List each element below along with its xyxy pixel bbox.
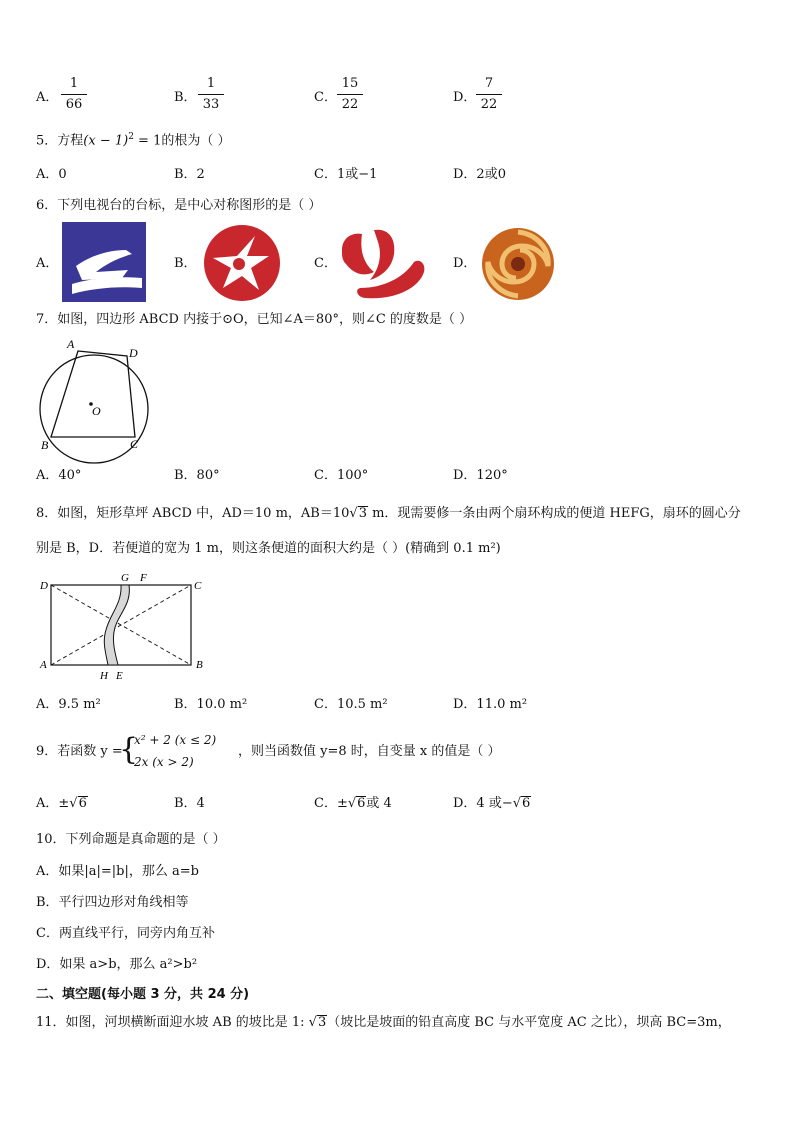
q6-option-a: A． xyxy=(36,256,59,271)
label-b: B xyxy=(196,659,203,671)
q10-stem: 10．下列命题是真命题的是（ ） xyxy=(36,832,226,847)
option-prefix: C．± xyxy=(314,796,348,811)
q8-option-a: A．9.5 m² xyxy=(36,697,101,712)
q8-rectangle-figure xyxy=(36,572,211,682)
q11-radicand: 3 xyxy=(317,1015,327,1030)
q8-line1-b: m．现需要修一条由两个扇环构成的便道 HEFG，扇环的圆心分 xyxy=(367,506,741,521)
sqrt-sign: √ xyxy=(512,796,522,811)
q7-stem: 7．如图，四边形 ABCD 内接于⊙O，已知∠A＝80°，则∠C 的度数是（ ） xyxy=(36,312,473,327)
label-c: C xyxy=(194,580,202,592)
q5-stem xyxy=(36,128,230,150)
q10-option-a: A．如果|a|=|b|，那么 a=b xyxy=(36,864,199,879)
fraction-denominator: 22 xyxy=(341,97,359,112)
q6-option-c: C． xyxy=(314,256,337,271)
q7-circle-figure xyxy=(36,336,156,456)
sqrt-sign: √ xyxy=(349,506,358,521)
q5-prefix: 5．方程 xyxy=(36,133,84,149)
q8-option-c: C．10.5 m² xyxy=(314,697,388,712)
q9-option-d xyxy=(453,795,531,813)
q9-suffix: ，则当函数值 y=8 时，自变量 x 的值是（ ） xyxy=(238,744,501,759)
fraction-numerator: 1 xyxy=(206,76,216,91)
label-f: F xyxy=(140,572,147,584)
q4-option-b-fraction xyxy=(198,76,224,113)
q7-option-d: D．120° xyxy=(453,468,508,483)
label-g: G xyxy=(121,572,129,584)
q6-option-b: B． xyxy=(174,256,197,271)
q10-option-d: D．如果 a>b，那么 a²>b² xyxy=(36,957,198,972)
fraction-numerator: 15 xyxy=(341,76,359,91)
logo-d-image xyxy=(480,226,556,302)
label-h: H xyxy=(100,670,108,682)
q5-suffix: = 1的根为（ ） xyxy=(133,133,231,149)
label-d: D xyxy=(40,580,48,592)
fraction-denominator: 66 xyxy=(65,97,83,112)
q10-option-b: B．平行四边形对角线相等 xyxy=(36,895,189,910)
sqrt-sign: √ xyxy=(69,796,78,811)
label-a: A xyxy=(67,337,75,351)
q5-option-d: D．2或0 xyxy=(453,167,506,182)
logo-c-image xyxy=(340,228,426,300)
q11-suffix: （坡比是坡面的铅直高度 BC 与水平宽度 AC 之比），坝高 BC=3m， xyxy=(327,1015,731,1030)
q10-option-c: C．两直线平行，同旁内角互补 xyxy=(36,926,215,941)
q9-option-c xyxy=(314,795,392,813)
radicand: 6 xyxy=(78,796,87,811)
q8-option-b: B．10.0 m² xyxy=(174,697,248,712)
q8-stem-line2: 别是 B，D．若便道的宽为 1 m，则这条便道的面积大约是（ ）(精确到 0.1 m²) xyxy=(36,541,501,556)
option-prefix: D．4 或− xyxy=(453,796,513,811)
logo-b-image xyxy=(203,224,281,302)
option-suffix: 或 4 xyxy=(366,796,392,811)
fraction-denominator: 22 xyxy=(480,97,498,112)
label-d: D xyxy=(129,346,138,360)
sqrt-sign: √ xyxy=(347,796,357,811)
q7-option-b: B．80° xyxy=(174,468,220,483)
q4-option-a-fraction xyxy=(61,76,87,113)
q8-radicand: 3 xyxy=(358,506,367,521)
section-heading: 二、填空题(每小题 3 分，共 24 分) xyxy=(36,987,250,1002)
q9-option-b xyxy=(174,795,205,813)
label-e: E xyxy=(116,670,123,682)
fraction-numerator: 7 xyxy=(484,76,494,91)
q9-prefix: 9．若函数 y = xyxy=(36,744,123,759)
q7-option-c: C．100° xyxy=(314,468,369,483)
q6-option-d: D． xyxy=(453,256,477,271)
sqrt-sign: √ xyxy=(308,1015,317,1030)
q5-option-b: B．2 xyxy=(174,167,205,182)
label-c: C xyxy=(130,437,139,451)
q11-stem xyxy=(36,1014,731,1032)
label-a: A xyxy=(40,659,47,671)
q4-option-d-fraction xyxy=(476,76,502,113)
q5-exponent: 2 xyxy=(128,132,134,142)
q11-prefix: 11．如图，河坝横断面迎水坡 AB 的坡比是 1: xyxy=(36,1015,309,1030)
q4-option-c-fraction xyxy=(337,76,363,113)
q4-option-c-letter: C． xyxy=(314,90,337,105)
piecewise-brace: { xyxy=(119,732,139,767)
q4-option-b-letter: B． xyxy=(174,90,197,105)
label-o: O xyxy=(92,404,101,418)
label-b: B xyxy=(41,438,49,452)
radicand: 6 xyxy=(357,796,366,811)
fraction-denominator: 33 xyxy=(202,97,220,112)
q8-line1-a: 8．如图，矩形草坪 ABCD 中，AD＝10 m，AB＝10 xyxy=(36,506,350,521)
logo-a-image xyxy=(62,222,146,302)
option-prefix: A．± xyxy=(36,796,70,811)
q4-option-a-letter: A． xyxy=(36,90,59,105)
q4-option-d-letter: D． xyxy=(453,90,477,105)
fraction-numerator: 1 xyxy=(69,76,79,91)
q6-stem: 6．下列电视台的台标，是中心对称图形的是（ ） xyxy=(36,198,322,213)
q5-option-c: C．1或−1 xyxy=(314,167,378,182)
q8-stem-line1 xyxy=(36,505,741,523)
q9-option-a xyxy=(36,795,88,813)
q5-option-a: A．0 xyxy=(36,167,67,182)
q7-option-a: A．40° xyxy=(36,468,82,483)
option-prefix: B．4 xyxy=(174,796,205,811)
q9-case-1: x² + 2 (x ≤ 2) xyxy=(134,733,217,747)
q9-case-2: 2x (x > 2) xyxy=(134,755,194,769)
q5-expression: (x − 1) xyxy=(83,133,129,149)
radicand: 6 xyxy=(522,796,531,811)
q8-option-d: D．11.0 m² xyxy=(453,697,528,712)
